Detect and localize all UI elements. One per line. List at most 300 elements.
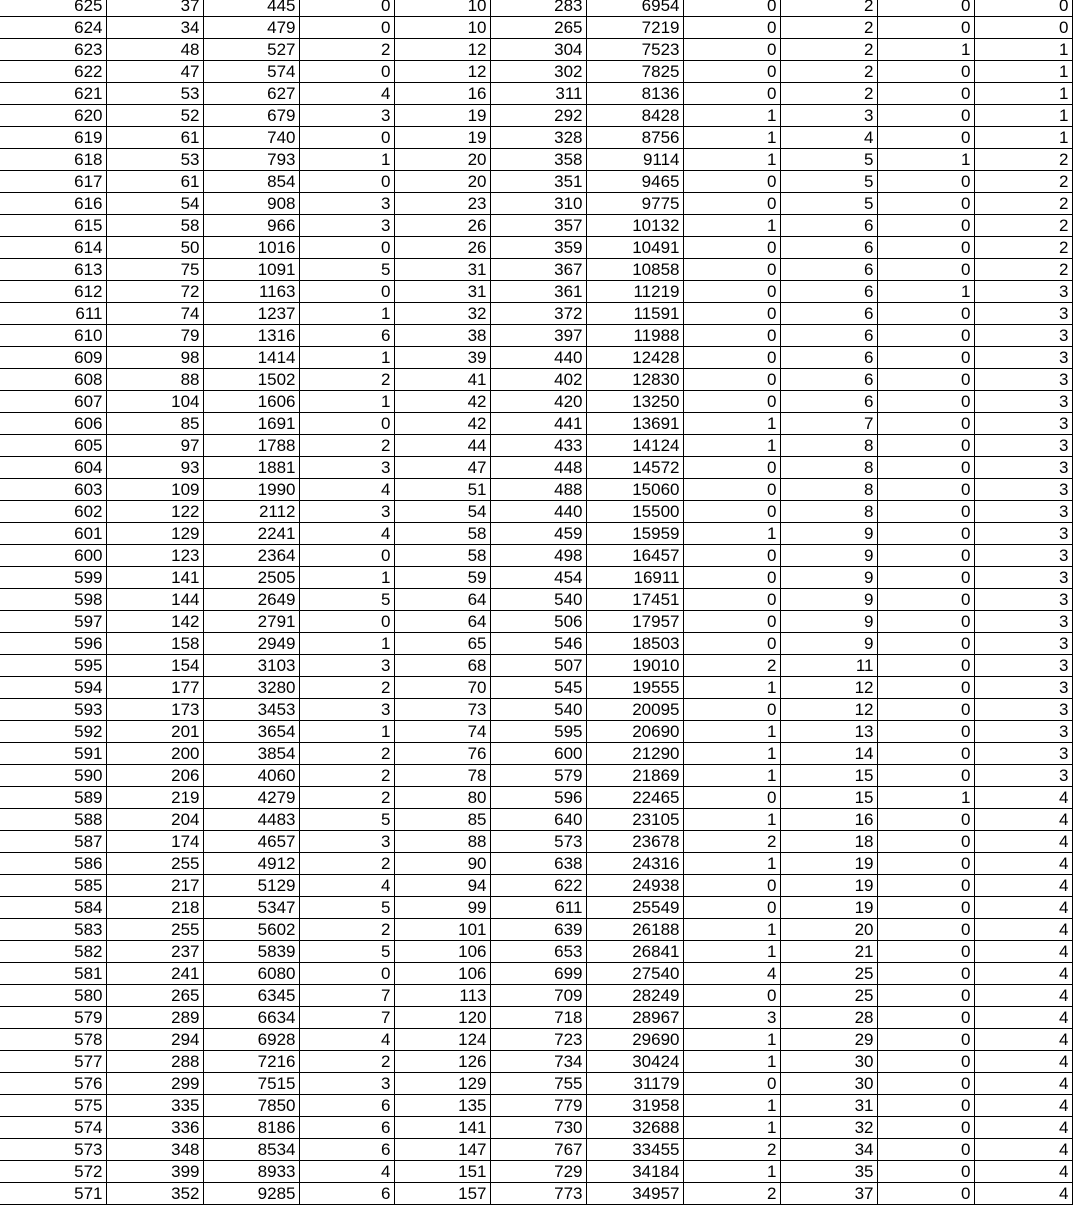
table-row	[0, 1073, 1072, 1095]
table-cell: 0	[974, 17, 1072, 39]
table-cell: 85	[394, 809, 490, 831]
table-cell: 367	[490, 259, 586, 281]
table-cell: 68	[394, 655, 490, 677]
table-cell: 600	[0, 545, 106, 567]
table-cell: 97	[106, 435, 203, 457]
table-cell: 5	[780, 193, 877, 215]
table-cell: 151	[394, 1161, 490, 1183]
table-cell: 605	[0, 435, 106, 457]
table-cell: 620	[0, 105, 106, 127]
table-cell: 1	[299, 633, 394, 655]
table-cell: 577	[0, 1051, 106, 1073]
table-cell: 12	[394, 39, 490, 61]
table-cell: 335	[106, 1095, 203, 1117]
table-cell: 154	[106, 655, 203, 677]
table-cell: 730	[490, 1117, 586, 1139]
table-cell: 4	[299, 1161, 394, 1183]
table-cell: 10858	[586, 259, 683, 281]
table-cell: 793	[203, 149, 299, 171]
table-cell: 0	[877, 83, 974, 105]
table-cell: 2	[780, 39, 877, 61]
table-cell: 488	[490, 479, 586, 501]
table-cell: 0	[683, 611, 780, 633]
table-cell: 19	[394, 105, 490, 127]
table-cell: 3	[974, 677, 1072, 699]
table-cell: 5347	[203, 897, 299, 919]
table-cell: 0	[683, 787, 780, 809]
table-cell: 74	[106, 303, 203, 325]
table-cell: 6	[299, 1183, 394, 1205]
table-cell: 8136	[586, 83, 683, 105]
table-cell: 0	[877, 303, 974, 325]
table-cell: 25549	[586, 897, 683, 919]
table-row	[0, 1029, 1072, 1051]
table-cell: 3	[299, 215, 394, 237]
table-cell: 0	[877, 435, 974, 457]
table-cell: 13	[780, 721, 877, 743]
table-row	[0, 523, 1072, 545]
table-cell: 0	[683, 347, 780, 369]
table-cell: 19	[394, 127, 490, 149]
table-cell: 28	[780, 1007, 877, 1029]
table-cell: 357	[490, 215, 586, 237]
table-cell: 0	[877, 501, 974, 523]
table-cell: 9	[780, 633, 877, 655]
table-cell: 0	[877, 589, 974, 611]
table-cell: 2241	[203, 523, 299, 545]
table-row	[0, 721, 1072, 743]
table-row	[0, 941, 1072, 963]
table-row	[0, 589, 1072, 611]
table-cell: 6	[780, 281, 877, 303]
table-cell: 6928	[203, 1029, 299, 1051]
table-cell: 19555	[586, 677, 683, 699]
table-cell: 610	[0, 325, 106, 347]
table-cell: 1	[299, 721, 394, 743]
table-cell: 10132	[586, 215, 683, 237]
table-cell: 0	[877, 567, 974, 589]
table-cell: 1	[683, 1117, 780, 1139]
table-cell: 448	[490, 457, 586, 479]
table-row	[0, 281, 1072, 303]
table-cell: 32688	[586, 1117, 683, 1139]
table-cell: 4	[974, 985, 1072, 1007]
table-cell: 591	[0, 743, 106, 765]
table-cell: 0	[683, 633, 780, 655]
table-cell: 0	[299, 61, 394, 83]
table-cell: 1	[974, 39, 1072, 61]
table-cell: 0	[683, 259, 780, 281]
table-cell: 72	[106, 281, 203, 303]
table-cell: 614	[0, 237, 106, 259]
table-cell: 0	[299, 17, 394, 39]
table-cell: 0	[877, 237, 974, 259]
table-row	[0, 897, 1072, 919]
table-cell: 584	[0, 897, 106, 919]
table-cell: 98	[106, 347, 203, 369]
table-cell: 59	[394, 567, 490, 589]
table-cell: 402	[490, 369, 586, 391]
table-cell: 0	[877, 963, 974, 985]
table-cell: 15060	[586, 479, 683, 501]
table-cell: 93	[106, 457, 203, 479]
table-cell: 709	[490, 985, 586, 1007]
table-cell: 540	[490, 589, 586, 611]
table-cell: 581	[0, 963, 106, 985]
table-cell: 265	[106, 985, 203, 1007]
table-cell: 1	[683, 919, 780, 941]
table-cell: 603	[0, 479, 106, 501]
table-cell: 328	[490, 127, 586, 149]
table-row	[0, 567, 1072, 589]
table-cell: 1	[683, 721, 780, 743]
table-cell: 4	[974, 787, 1072, 809]
table-cell: 0	[683, 457, 780, 479]
table-cell: 0	[299, 0, 394, 17]
table-cell: 6	[299, 1095, 394, 1117]
table-cell: 4	[974, 1029, 1072, 1051]
table-cell: 0	[877, 897, 974, 919]
table-cell: 0	[877, 215, 974, 237]
table-cell: 599	[0, 567, 106, 589]
table-cell: 2	[780, 61, 877, 83]
table-cell: 573	[0, 1139, 106, 1161]
table-cell: 1990	[203, 479, 299, 501]
table-cell: 120	[394, 1007, 490, 1029]
table-cell: 336	[106, 1117, 203, 1139]
table-cell: 576	[0, 1073, 106, 1095]
table-cell: 0	[299, 171, 394, 193]
table-cell: 4	[974, 941, 1072, 963]
table-row	[0, 655, 1072, 677]
table-cell: 302	[490, 61, 586, 83]
table-row	[0, 215, 1072, 237]
table-row	[0, 193, 1072, 215]
table-cell: 2	[299, 787, 394, 809]
table-cell: 0	[877, 325, 974, 347]
table-cell: 1	[877, 281, 974, 303]
table-cell: 5	[780, 171, 877, 193]
table-cell: 507	[490, 655, 586, 677]
table-cell: 34	[780, 1139, 877, 1161]
table-cell: 625	[0, 0, 106, 17]
table-cell: 2	[974, 215, 1072, 237]
table-cell: 0	[877, 1029, 974, 1051]
table-cell: 0	[877, 831, 974, 853]
table-cell: 0	[877, 985, 974, 1007]
table-cell: 0	[683, 545, 780, 567]
table-cell: 3	[974, 655, 1072, 677]
table-cell: 147	[394, 1139, 490, 1161]
table-cell: 755	[490, 1073, 586, 1095]
table-cell: 1	[299, 391, 394, 413]
table-cell: 2	[974, 259, 1072, 281]
table-cell: 1	[683, 809, 780, 831]
table-cell: 679	[203, 105, 299, 127]
table-cell: 0	[877, 369, 974, 391]
table-cell: 74	[394, 721, 490, 743]
table-cell: 3103	[203, 655, 299, 677]
table-cell: 8756	[586, 127, 683, 149]
table-cell: 11219	[586, 281, 683, 303]
table-cell: 10	[394, 17, 490, 39]
table-cell: 397	[490, 325, 586, 347]
table-cell: 135	[394, 1095, 490, 1117]
table-cell: 527	[203, 39, 299, 61]
table-cell: 399	[106, 1161, 203, 1183]
table-cell: 123	[106, 545, 203, 567]
table-cell: 1	[299, 303, 394, 325]
table-cell: 310	[490, 193, 586, 215]
table-cell: 142	[106, 611, 203, 633]
table-cell: 2	[299, 677, 394, 699]
table-cell: 0	[877, 193, 974, 215]
table-cell: 61	[106, 127, 203, 149]
table-cell: 7	[299, 985, 394, 1007]
table-cell: 622	[0, 61, 106, 83]
table-cell: 19	[780, 875, 877, 897]
table-cell: 0	[877, 523, 974, 545]
table-cell: 601	[0, 523, 106, 545]
table-cell: 7825	[586, 61, 683, 83]
table-cell: 6	[780, 391, 877, 413]
table-cell: 574	[203, 61, 299, 83]
table-cell: 2	[974, 149, 1072, 171]
table-cell: 606	[0, 413, 106, 435]
table-cell: 24316	[586, 853, 683, 875]
table-cell: 7219	[586, 17, 683, 39]
table-cell: 0	[877, 611, 974, 633]
table-cell: 611	[0, 303, 106, 325]
table-cell: 14	[780, 743, 877, 765]
table-cell: 37	[106, 0, 203, 17]
table-cell: 1	[683, 677, 780, 699]
table-cell: 454	[490, 567, 586, 589]
table-cell: 8	[780, 479, 877, 501]
table-cell: 0	[877, 1095, 974, 1117]
table-cell: 85	[106, 413, 203, 435]
table-cell: 8428	[586, 105, 683, 127]
table-cell: 19	[780, 853, 877, 875]
table-cell: 0	[974, 0, 1072, 17]
table-cell: 31179	[586, 1073, 683, 1095]
table-cell: 13250	[586, 391, 683, 413]
table-cell: 1	[299, 149, 394, 171]
table-cell: 3	[974, 765, 1072, 787]
table-cell: 0	[877, 721, 974, 743]
table-cell: 0	[877, 105, 974, 127]
table-cell: 16911	[586, 567, 683, 589]
table-cell: 653	[490, 941, 586, 963]
table-cell: 37	[780, 1183, 877, 1205]
table-row	[0, 853, 1072, 875]
table-cell: 0	[299, 611, 394, 633]
table-cell: 2	[683, 1139, 780, 1161]
table-cell: 3	[683, 1007, 780, 1029]
table-cell: 35	[780, 1161, 877, 1183]
table-row	[0, 1183, 1072, 1205]
table-cell: 0	[683, 369, 780, 391]
table-cell: 129	[394, 1073, 490, 1095]
table-cell: 6	[780, 259, 877, 281]
table-cell: 21290	[586, 743, 683, 765]
table-cell: 6	[299, 1139, 394, 1161]
table-cell: 3	[974, 699, 1072, 721]
table-cell: 1237	[203, 303, 299, 325]
table-row	[0, 743, 1072, 765]
table-row	[0, 105, 1072, 127]
table-cell: 0	[683, 567, 780, 589]
table-row	[0, 1117, 1072, 1139]
table-row	[0, 699, 1072, 721]
table-cell: 348	[106, 1139, 203, 1161]
table-row	[0, 677, 1072, 699]
table-cell: 1	[683, 1095, 780, 1117]
table-cell: 5	[299, 897, 394, 919]
table-cell: 15959	[586, 523, 683, 545]
table-cell: 579	[490, 765, 586, 787]
table-cell: 0	[683, 501, 780, 523]
table-cell: 1	[683, 523, 780, 545]
table-cell: 619	[0, 127, 106, 149]
table-row	[0, 61, 1072, 83]
table-cell: 3	[974, 479, 1072, 501]
table-cell: 33455	[586, 1139, 683, 1161]
table-cell: 64	[394, 589, 490, 611]
table-cell: 79	[106, 325, 203, 347]
table-row	[0, 501, 1072, 523]
table-cell: 0	[299, 413, 394, 435]
table-cell: 15	[780, 787, 877, 809]
table-cell: 594	[0, 677, 106, 699]
table-cell: 0	[683, 61, 780, 83]
table-cell: 13691	[586, 413, 683, 435]
table-cell: 50	[106, 237, 203, 259]
table-cell: 3	[974, 391, 1072, 413]
table-row	[0, 1095, 1072, 1117]
table-cell: 4	[974, 1007, 1072, 1029]
table-cell: 8933	[203, 1161, 299, 1183]
table-cell: 0	[877, 699, 974, 721]
table-cell: 4657	[203, 831, 299, 853]
table-cell: 3	[299, 655, 394, 677]
table-cell: 7523	[586, 39, 683, 61]
table-cell: 595	[0, 655, 106, 677]
table-row	[0, 1007, 1072, 1029]
table-row	[0, 39, 1072, 61]
table-cell: 617	[0, 171, 106, 193]
table-cell: 616	[0, 193, 106, 215]
table-cell: 0	[877, 1139, 974, 1161]
table-cell: 0	[877, 1007, 974, 1029]
table-cell: 575	[0, 1095, 106, 1117]
table-row	[0, 347, 1072, 369]
table-cell: 2	[780, 17, 877, 39]
table-cell: 200	[106, 743, 203, 765]
table-row	[0, 259, 1072, 281]
table-cell: 723	[490, 1029, 586, 1051]
table-cell: 0	[877, 633, 974, 655]
table-cell: 3	[780, 105, 877, 127]
table-cell: 299	[106, 1073, 203, 1095]
table-cell: 4	[974, 1161, 1072, 1183]
table-cell: 12830	[586, 369, 683, 391]
table-cell: 3	[974, 611, 1072, 633]
table-row	[0, 787, 1072, 809]
table-cell: 0	[683, 171, 780, 193]
table-cell: 2	[299, 853, 394, 875]
table-cell: 622	[490, 875, 586, 897]
table-cell: 3	[974, 303, 1072, 325]
table-cell: 0	[877, 391, 974, 413]
table-row	[0, 369, 1072, 391]
table-cell: 4	[974, 1073, 1072, 1095]
table-cell: 4	[299, 83, 394, 105]
table-cell: 0	[683, 985, 780, 1007]
table-cell: 25	[780, 963, 877, 985]
table-cell: 1	[683, 853, 780, 875]
table-cell: 1	[974, 61, 1072, 83]
table-cell: 311	[490, 83, 586, 105]
table-cell: 22465	[586, 787, 683, 809]
table-cell: 615	[0, 215, 106, 237]
table-cell: 217	[106, 875, 203, 897]
table-cell: 75	[106, 259, 203, 281]
table-cell: 76	[394, 743, 490, 765]
table-cell: 4	[974, 1095, 1072, 1117]
table-cell: 31	[394, 259, 490, 281]
table-cell: 585	[0, 875, 106, 897]
table-cell: 141	[106, 567, 203, 589]
table-cell: 3	[299, 501, 394, 523]
table-cell: 3	[974, 413, 1072, 435]
table-cell: 158	[106, 633, 203, 655]
table-row	[0, 0, 1072, 17]
table-cell: 2	[299, 1051, 394, 1073]
table-cell: 28967	[586, 1007, 683, 1029]
table-cell: 0	[683, 391, 780, 413]
table-cell: 9114	[586, 149, 683, 171]
table-cell: 440	[490, 347, 586, 369]
table-cell: 101	[394, 919, 490, 941]
table-cell: 3	[974, 347, 1072, 369]
table-cell: 4	[299, 1029, 394, 1051]
table-cell: 42	[394, 413, 490, 435]
table-cell: 6345	[203, 985, 299, 1007]
table-cell: 80	[394, 787, 490, 809]
table-cell: 0	[683, 479, 780, 501]
table-row	[0, 831, 1072, 853]
table-cell: 359	[490, 237, 586, 259]
table-cell: 0	[877, 1117, 974, 1139]
table-cell: 58	[394, 523, 490, 545]
table-cell: 1	[683, 1029, 780, 1051]
table-cell: 304	[490, 39, 586, 61]
table-cell: 6080	[203, 963, 299, 985]
table-cell: 28249	[586, 985, 683, 1007]
table-cell: 0	[877, 677, 974, 699]
table-cell: 3	[974, 633, 1072, 655]
table-cell: 6634	[203, 1007, 299, 1029]
table-cell: 4	[974, 831, 1072, 853]
table-cell: 7515	[203, 1073, 299, 1095]
table-cell: 0	[683, 325, 780, 347]
table-cell: 109	[106, 479, 203, 501]
table-cell: 0	[877, 457, 974, 479]
table-cell: 20	[780, 919, 877, 941]
table-cell: 2	[683, 655, 780, 677]
table-cell: 0	[683, 39, 780, 61]
